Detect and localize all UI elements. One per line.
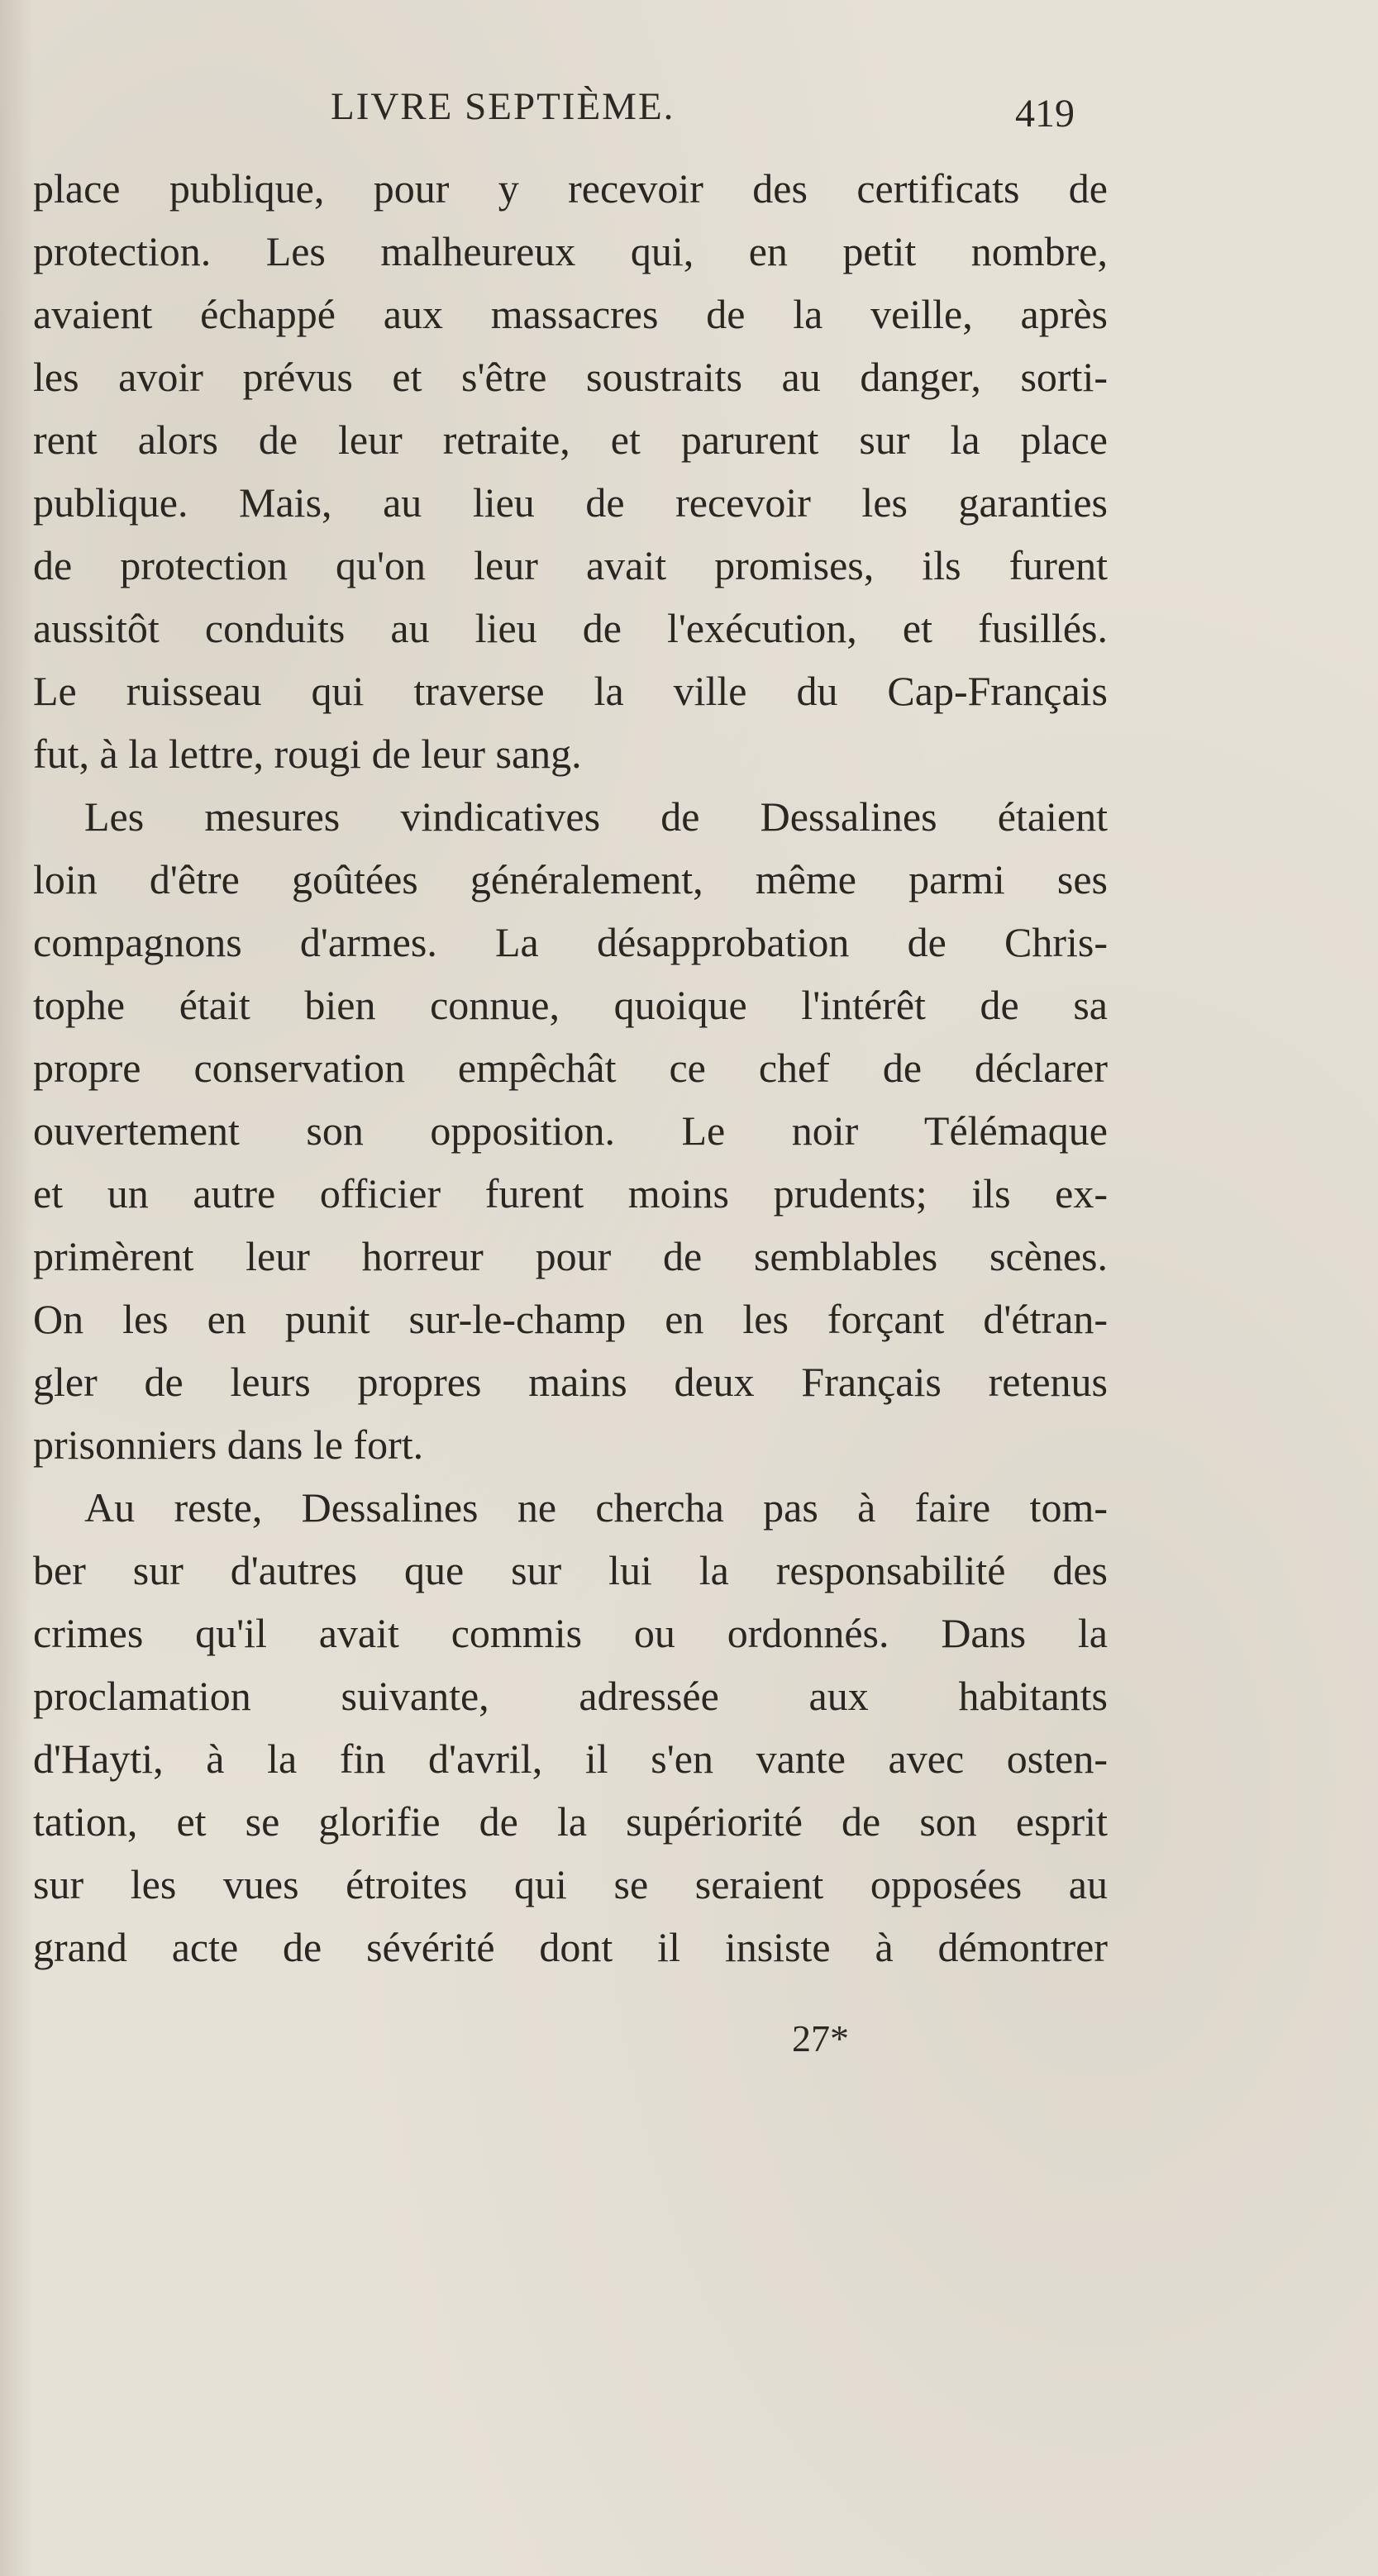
- text-line: les avoir prévus et s'être soustraits au danger, sorti-: [33, 354, 1108, 400]
- text-line: fut, à la lettre, rougi de leur sang.: [33, 731, 582, 777]
- body-text: [33, 157, 1108, 1978]
- text-line: prisonniers dans le fort.: [33, 1421, 424, 1468]
- text-line: propre conservation empêchât ce chef de déclarer: [33, 1045, 1108, 1091]
- text-line: gler de leurs propres mains deux Français retenus: [33, 1359, 1108, 1405]
- printer-signature-mark: 27*: [792, 2017, 849, 2059]
- text-line: ber sur d'autres que sur lui la responsabilité des: [33, 1547, 1108, 1593]
- running-title: LIVRE SEPTIÈME.: [331, 85, 675, 128]
- text-line: publique. Mais, au lieu de recevoir les garanties: [33, 479, 1108, 526]
- text-line: primèrent leur horreur pour de semblables scènes.: [33, 1233, 1108, 1279]
- paragraph-first-line: Les mesures vindicatives de Dessalines étaient: [84, 793, 1108, 840]
- text-line: crimes qu'il avait commis ou ordonnés. Dans la: [33, 1610, 1108, 1656]
- text-line: sur les vues étroites qui se seraient opposées au: [33, 1861, 1108, 1907]
- paragraph-first-line: Au reste, Dessalines ne chercha pas à faire tom-: [84, 1484, 1108, 1531]
- text-line: tation, et se glorifie de la supériorité de son esprit: [33, 1798, 1108, 1845]
- text-line: Le ruisseau qui traverse la ville du Cap-Français: [33, 668, 1108, 714]
- text-line: de protection qu'on leur avait promises, ils furent: [33, 542, 1108, 588]
- text-line: ouvertement son opposition. Le noir Télémaque: [33, 1107, 1108, 1154]
- text-line: loin d'être goûtées généralement, même parmi ses: [33, 856, 1108, 902]
- page-header: [0, 84, 1378, 134]
- text-line: rent alors de leur retraite, et parurent sur la place: [33, 417, 1108, 463]
- text-line: compagnons d'armes. La désapprobation de Chris-: [33, 919, 1108, 965]
- text-line: protection. Les malheureux qui, en petit nombre,: [33, 228, 1108, 274]
- text-line: aussitôt conduits au lieu de l'exécution, et fusillés.: [33, 605, 1108, 651]
- text-line: On les en punit sur-le-champ en les forçant d'étran-: [33, 1296, 1108, 1342]
- text-line: d'Hayti, à la fin d'avril, il s'en vante avec osten-: [33, 1736, 1108, 1782]
- text-line: proclamation suivante, adressée aux habitants: [33, 1673, 1108, 1719]
- text-line: et un autre officier furent moins prudents; ils ex-: [33, 1170, 1108, 1217]
- page-number: 419: [1015, 92, 1075, 136]
- text-line: grand acte de sévérité dont il insiste à démontrer: [33, 1924, 1108, 1970]
- text-line: tophe était bien connue, quoique l'intérêt de sa: [33, 982, 1108, 1028]
- text-line: place publique, pour y recevoir des certificats de: [33, 165, 1108, 212]
- text-line: avaient échappé aux massacres de la veille, après: [33, 291, 1108, 337]
